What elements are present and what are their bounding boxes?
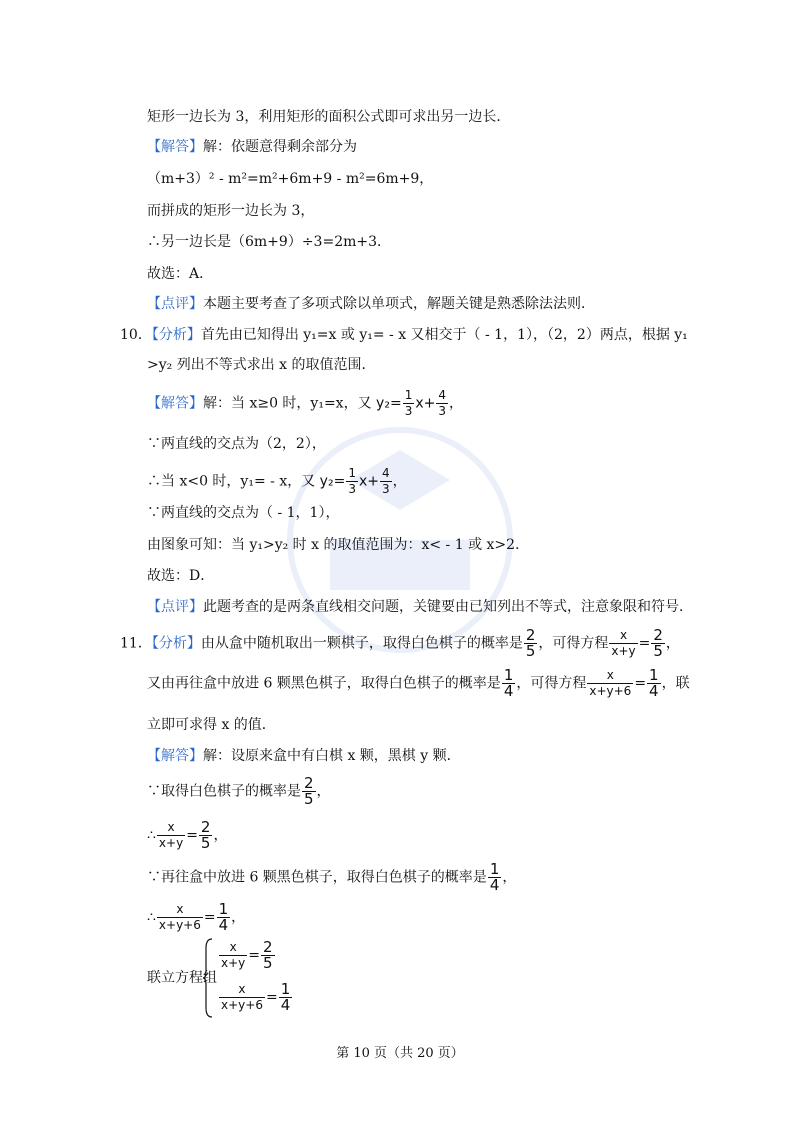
answer-tag: 【解答】 bbox=[147, 139, 203, 155]
text-line: ∴ $\frac{x}{x+y}$ = $\frac{2}{5}$ ， bbox=[147, 818, 228, 852]
fraction: $\frac{4}{3}$ bbox=[381, 466, 390, 496]
fraction: $\frac{x}{x+y}$ bbox=[611, 628, 636, 658]
text-line: 故选：A． bbox=[147, 266, 214, 282]
text-line: ∵取得白色棋子的概率是 $\frac{2}{5}$ ， bbox=[147, 774, 331, 808]
fraction: $\frac{1}{4}$ bbox=[489, 860, 500, 894]
q11-analysis-2: 又由再往盒中放进 6 颗黑色棋子，取得白色棋子的概率是 $\frac{1}{4}$ ，可得方程 $\frac{x}{x+y+6}$ = $\frac{1}{4}$ ，联 bbox=[147, 666, 690, 700]
q10-answer-3: ∴当 x<0 时，y₁= - x，又 y₂= $\frac{1}{3}$ x+ $\frac{4}{3}$ ， bbox=[147, 466, 407, 496]
question-number: 10． bbox=[120, 327, 152, 343]
fraction: $\frac{1}{3}$ bbox=[404, 388, 413, 418]
review-tag: 【点评】 bbox=[147, 599, 203, 615]
answer-tag: 【解答】 bbox=[147, 748, 203, 764]
text-line: 【解答】解：依题意得剩余部分为 bbox=[147, 139, 357, 155]
text-line: 联立方程组 bbox=[147, 970, 217, 986]
fraction: $\frac{1}{4}$ bbox=[649, 666, 659, 700]
q11-analysis-1: 11．【分析】由从盒中随机取出一颗棋子，取得白色棋子的概率是 $\frac{2}{5}$ ，可得方程 $\frac{x}{x+y}$ = $\frac{2}{5}$ ， bbox=[120, 626, 680, 660]
text-line: 【解答】解：设原来盒中有白棋 x 颗，黑棋 y 颗． bbox=[147, 748, 461, 764]
system-eq-2: $\frac{x}{x+y+6}$ = $\frac{1}{4}$ bbox=[221, 980, 291, 1014]
text-line: 而拼成的矩形一边长为 3， bbox=[147, 203, 315, 219]
fraction: $\frac{x}{x+y}$ bbox=[158, 820, 184, 850]
text-line: ∵两直线的交点为（2，2）， bbox=[147, 436, 326, 452]
fraction: $\frac{2}{5}$ bbox=[304, 774, 314, 808]
fraction: $\frac{x}{x+y+6}$ bbox=[589, 668, 632, 698]
system-eq-1: $\frac{x}{x+y}$ = $\frac{2}{5}$ bbox=[221, 938, 273, 972]
brace-icon bbox=[203, 938, 213, 1018]
text-line: 立即可求得 x 的值． bbox=[147, 717, 276, 733]
analysis-tag: 【分析】 bbox=[151, 327, 201, 343]
text-line: 矩形一边长为 3，利用矩形的面积公式即可求出另一边长． bbox=[147, 109, 511, 125]
q10-answer-1: 【解答】解：当 x≥0 时，y₁=x，又 y₂= $\frac{1}{3}$ x+ $\frac{4}{3}$ ， bbox=[147, 388, 463, 418]
page-footer: 第 10 页（共 20 页） bbox=[336, 1046, 464, 1061]
fraction: $\frac{x}{x+y+6}$ bbox=[158, 902, 201, 932]
text-line: ∴另一边长是（6m+9）÷3=2m+3． bbox=[147, 234, 392, 250]
review-tag: 【点评】 bbox=[147, 296, 203, 312]
answer-tag: 【解答】 bbox=[147, 395, 203, 412]
fraction: $\frac{2}{5}$ bbox=[525, 626, 536, 660]
fraction: $\frac{1}{4}$ bbox=[218, 900, 229, 934]
fraction: $\frac{2}{5}$ bbox=[653, 626, 663, 660]
fraction: $\frac{1}{3}$ bbox=[348, 466, 356, 496]
text-line: 【点评】此题考查的是两条直线相交问题，关键要由已知列出不等式，注意象限和符号． bbox=[147, 599, 693, 615]
text-line: ∵再往盒中放进 6 颗黑色棋子，取得白色棋子的概率是 $\frac{1}{4}$ ， bbox=[147, 860, 517, 894]
analysis-tag: 【分析】 bbox=[151, 635, 201, 652]
text-line: ∵两直线的交点为（ - 1，1）， bbox=[147, 505, 340, 521]
text-line: 【点评】本题主要考查了多项式除以单项式，解题关键是熟悉除法法则． bbox=[147, 296, 595, 312]
text-line: （m+3）² - m²=m²+6m+9 - m²=6m+9， bbox=[147, 171, 434, 187]
fraction: $\frac{4}{3}$ bbox=[438, 388, 446, 418]
text-line: 由图象可知：当 y₁>y₂ 时 x 的取值范围为：x< - 1 或 x>2． bbox=[147, 537, 530, 553]
text-line: 故选：D． bbox=[147, 568, 215, 584]
text-line: >y₂ 列出不等式求出 x 的取值范围． bbox=[147, 357, 376, 373]
q10-analysis: 10．【分析】首先由已知得出 y₁=x 或 y₁= - x 又相交于（ - 1，1），（2，2）两点，根据 y₁ bbox=[120, 327, 688, 343]
fraction: $\frac{2}{5}$ bbox=[200, 818, 211, 852]
text-line: ∴ $\frac{x}{x+y+6}$ = $\frac{1}{4}$ ， bbox=[147, 900, 246, 934]
question-number: 11． bbox=[120, 635, 152, 652]
fraction: $\frac{1}{4}$ bbox=[503, 666, 514, 700]
